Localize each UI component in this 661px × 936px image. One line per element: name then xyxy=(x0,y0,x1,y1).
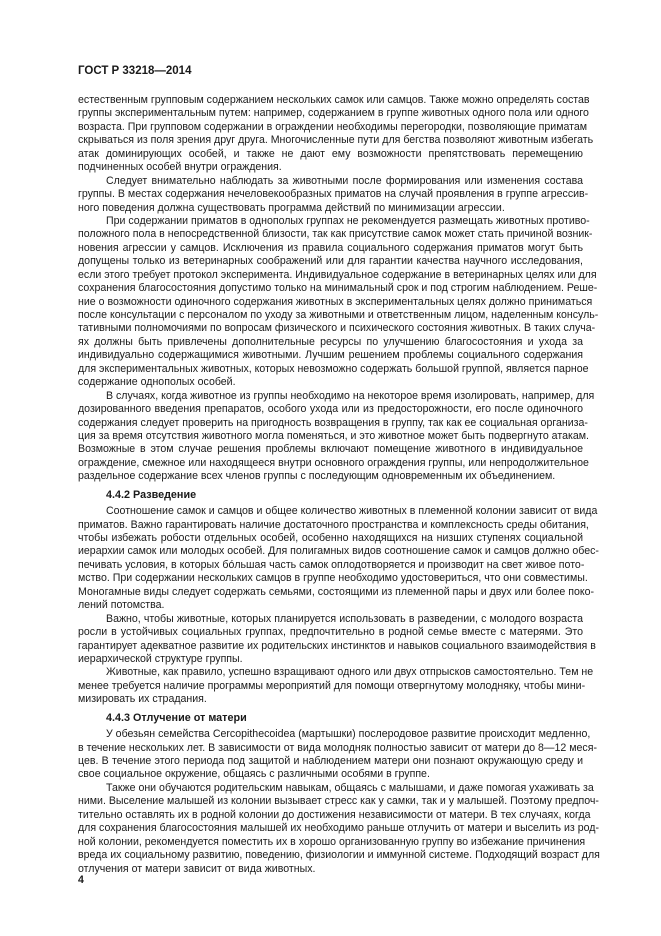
text-line: раздельное содержание всех членов группы с последующим одновременным их объединением. xyxy=(78,470,556,483)
paragraph xyxy=(78,728,597,782)
text-line: ях должны быть привлечены дополнительные ресурсы по улучшению благосостояния и ухода за xyxy=(78,335,583,348)
text-line: допущены только из ветеринарных соображений или для гарантии качества научного исследования, xyxy=(78,255,583,268)
text-line: тительно оставлять их в родной колонии до достижения независимости от матери. В тех случаях, когда xyxy=(78,808,591,821)
text-line: При содержании приматов в однополых группах не рекомендуется размещать животных противо- xyxy=(106,214,590,227)
text-line: Важно, чтобы животные, которых планируется использовать в разведении, с молодого возраста xyxy=(106,612,583,625)
text-line: приматов. Важно гарантировать наличие достаточного пространства и комплексность среды обитания, xyxy=(78,518,589,531)
text-line: группы экспериментальным путем: например, содержанием в группе животных одного пола или одного xyxy=(78,107,589,120)
text-line: лений потомства. xyxy=(78,599,165,612)
text-line: скрываться из поля зрения друг друга. Многочисленные пути для бегства позволяют животным избегать xyxy=(78,134,594,147)
paragraph xyxy=(78,214,599,390)
text-line: для сохранения благосостояния малышей их необходимо раньше отлучить от матери и выселить из род- xyxy=(78,822,599,835)
text-line: положного пола в непосредственной близости, так как присутствие самок может стать причиной возник- xyxy=(78,228,593,241)
text-line: Возможные в этом случае решения проблемы включают помещение животного в индивидуальное xyxy=(78,443,583,456)
text-line: менее требуется наличие программы мероприятий для помощи отвергнутому молодняку, чтобы мини- xyxy=(78,679,586,692)
paragraph xyxy=(78,174,589,215)
text-line: чтобы избежать робости отдельных особей, особенно находящихся на низших ступенях социальной xyxy=(78,532,583,544)
section-heading: 4.4.2 Разведение xyxy=(106,488,197,501)
text-line: ной колонии, рекомендуется поместить их в хорошо организованную группу во избежание причинения xyxy=(78,835,586,848)
text-line: тативными полномочиями по вопросам физического и психического состояния животных. В таких случа- xyxy=(78,322,596,335)
text-line: отлучения от матери зависит от вида животных. xyxy=(78,862,316,875)
text-line: ного поведения должна существовать программа действий по минимизации агрессии. xyxy=(78,201,505,214)
text-line: в течение нескольких лет. В зависимости от вида молодняк полностью зависит от матери до 8—12 меся- xyxy=(78,741,597,754)
paragraph xyxy=(78,612,596,667)
paragraph xyxy=(78,666,594,706)
text-line: атак доминирующих особей, и также не дают ему возможности препятствовать перемещению xyxy=(78,147,583,160)
text-line: ограждение, смежное или находящееся внутри основного ограждения группы, или непродолжительное xyxy=(78,456,589,469)
text-line: мство. При содержании нескольких самцов в группе необходимо удостовериться, что они совместимы. xyxy=(78,572,588,585)
document-header: ГОСТ Р 33218—2014 xyxy=(78,65,192,77)
text-line: подчиненных особей внутри ограждения. xyxy=(78,161,282,174)
paragraph xyxy=(78,94,594,175)
text-line: Соотношение самок и самцов и общее количество животных в племенной колонии зависит от вида xyxy=(106,505,598,518)
text-line: дозированного введения препаратов, особого ухода или из предосторожности, его после одиночного xyxy=(78,403,583,416)
page-number: 4 xyxy=(78,874,84,886)
text-line: гарантирует адекватное развитие их родительских инстинктов и навыков социального взаимодействия в xyxy=(78,639,596,652)
text-line: индивидуально содержащимися животными. Лучшим решением проблемы социального содержания xyxy=(78,349,583,362)
text-line: для экспериментальных животных, которых невозможно содержать большой группой, является парное xyxy=(78,362,589,375)
text-line: если этого требует протокол эксперимента. Индивидуальное содержание в ветеринарных целях или для xyxy=(78,268,597,281)
text-line: ними. Выселение малышей из колонии вызывает стресс как у самки, так и у малышей. Поэтому предпоч- xyxy=(78,795,599,808)
text-line: печивать условия, в которых бóльшая часть самок оплодотворяется и производит на свет живое пото- xyxy=(78,558,585,571)
text-line: Животные, как правило, успешно взращивают одного или двух отпрысков самостоятельно. Тем не xyxy=(106,666,594,679)
text-line: вреда их социальному развитию, поведению, физиологии и иммунной системе. Подходящий возраст для xyxy=(78,849,600,862)
text-line: после консультации с персоналом по уходу за животными и ответственным лицом, наделенным консуль- xyxy=(78,309,599,321)
paragraph xyxy=(78,781,600,876)
text-line: сохранения благосостояния допустимо только на минимальный срок и под строгим наблюдением. Реше- xyxy=(78,282,598,295)
section-heading: 4.4.3 Отлучение от матери xyxy=(106,711,247,724)
text-line: иерархической структуре группы. xyxy=(78,652,243,665)
text-line: Моногамные виды следует содержать семьями, состоящими из племенной пары и двух или более поко- xyxy=(78,585,595,598)
text-line: содержание однополых особей. xyxy=(78,376,236,389)
text-line: мизировать их страдания. xyxy=(78,693,207,706)
text-line: возраста. При групповом содержании в ограждении необходимы перегородки, позволяющие приматам xyxy=(78,120,588,133)
paragraph xyxy=(78,505,599,613)
text-line: росли в устойчивых социальных группах, предпочтительно в родной семье вместе с матерями. Это xyxy=(78,626,583,639)
text-line: естественным групповым содержанием нескольких самок или самцов. Также можно определять состав xyxy=(78,94,590,106)
text-line: цев. В течение этого периода под защитой и наблюдением матери они познают окружающую среду и xyxy=(78,755,583,767)
document-body xyxy=(78,94,600,876)
paragraph xyxy=(78,389,595,484)
text-line: содержания следует проверить на пригодность возвращения в группу, так как ее социальная организа- xyxy=(78,416,588,429)
text-line: ние о возможности одиночного содержания животных в экспериментальных целях должно приниматься xyxy=(78,295,593,308)
text-line: ция за время отсутствия животного могла поменяться, и это животное может быть подвергнуто атакам. xyxy=(78,429,589,442)
text-line: Следует внимательно наблюдать за животными после формирования или изменения состава xyxy=(106,174,583,187)
text-line: иерархии самок или молодых особей. Для полигамных видов соотношение самок и самцов должно обес- xyxy=(78,545,599,558)
text-line: новения агрессии у самцов. Исключения из правила социального содержания приматов могут быть xyxy=(78,241,583,254)
text-line: свое социальное окружение, общаясь с различными особями в группе. xyxy=(78,768,430,781)
text-line: Также они обучаются родительским навыкам, общаясь с малышами, и даже помогая ухаживать за xyxy=(106,781,594,794)
text-line: У обезьян семейства Cercopithecoidea (мартышки) послеродовое развитие происходит медленно, xyxy=(106,728,591,741)
text-line: В случаях, когда животное из группы необходимо на некоторое время изолировать, например, для xyxy=(106,389,595,402)
text-line: группы. В местах содержания нечеловекообразных приматов на случай проявления в группе агрессив- xyxy=(78,188,589,201)
